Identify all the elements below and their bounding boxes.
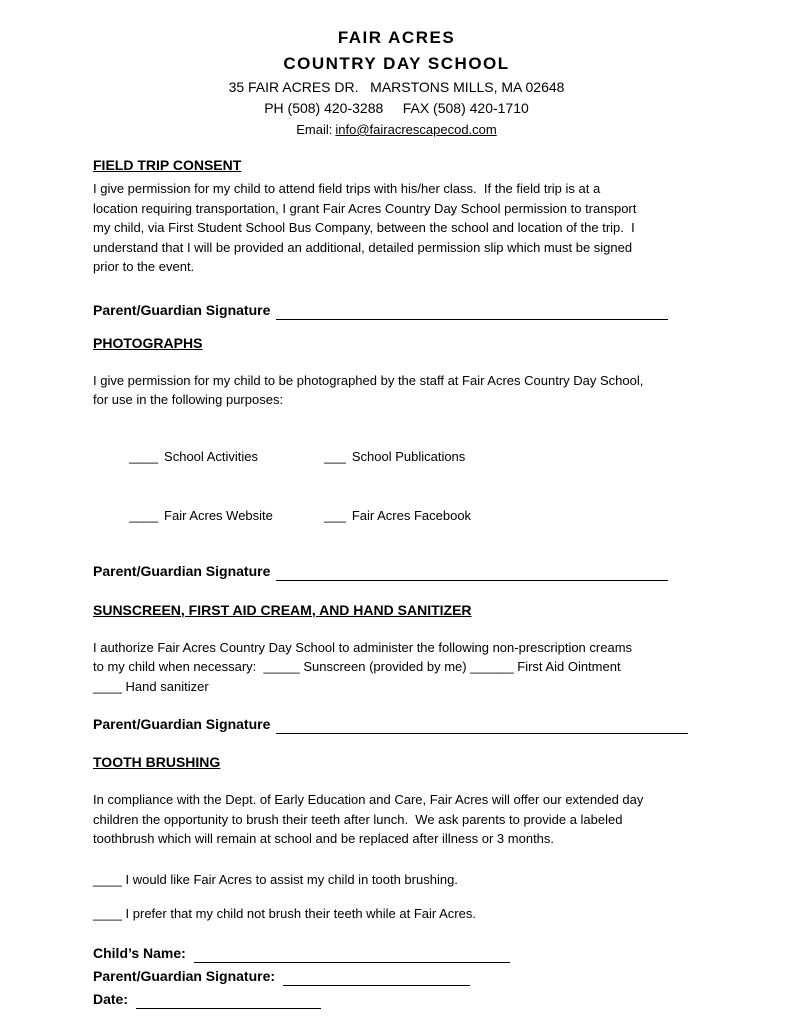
tooth-brushing-paragraph [93, 790, 700, 849]
email-label: Email: [296, 122, 333, 137]
body-line: toothbrush which will remain at school and be replaced after illness or 3 months. [93, 831, 555, 846]
option-school-activities [93, 428, 288, 487]
school-activities-blank[interactable]: ____ [129, 449, 159, 464]
first-aid-option-label: First Aid Ointment [517, 659, 621, 674]
fair-acres-website-label: Fair Acres Website [164, 507, 273, 523]
sunscreen-blank[interactable]: _____ [263, 659, 300, 674]
field-trip-heading: FIELD TRIP CONSENT [93, 157, 242, 173]
tooth-brushing-heading: TOOTH BRUSHING [93, 754, 221, 770]
signature-label: Parent/Guardian Signature [93, 716, 271, 732]
sunscreen-options-line [93, 657, 700, 677]
signature-line[interactable] [276, 566, 668, 581]
childs-name-row [93, 940, 700, 963]
no-brushing-option-row [93, 904, 700, 924]
fair-acres-website-blank[interactable]: ____ [129, 507, 159, 523]
section-field-trip [93, 156, 700, 320]
photographs-signature-row [93, 562, 668, 581]
hand-sanitizer-line [93, 677, 700, 697]
body-line: for use in the following purposes: [93, 392, 284, 407]
section-photographs [93, 334, 700, 581]
body-line: location requiring transportation, I grant Fair Acres Country Day School permission to transport [93, 200, 637, 216]
photo-usage-options [93, 428, 471, 545]
hand-sanitizer-blank[interactable]: ____ [93, 678, 122, 694]
school-phone-fax: PH (508) 420-3288 FAX (508) 420-1710 [264, 100, 529, 116]
school-publications-blank[interactable]: ___ [324, 449, 346, 464]
option-school-publications [288, 428, 471, 487]
line-prefix: to my child when necessary: [93, 659, 260, 674]
first-aid-blank[interactable]: ______ [470, 659, 514, 674]
photographs-paragraph [93, 371, 700, 410]
body-line: understand that I will be provided an additional, detailed permission slip which must be signed [93, 239, 633, 255]
sunscreen-paragraph [93, 638, 700, 697]
hand-sanitizer-option-label: Hand sanitizer [125, 678, 209, 694]
school-name-line1: FAIR ACRES [337, 28, 456, 47]
childs-name-line[interactable] [194, 948, 510, 963]
body-line: children the opportunity to brush their teeth after lunch. We ask parents to provide a labeled [93, 811, 623, 827]
date-row [93, 986, 700, 1009]
school-activities-label: School Activities [164, 449, 258, 464]
section-tooth-brushing [93, 753, 700, 1009]
email-address-link[interactable]: info@fairacrescapecod.com [335, 122, 497, 137]
form-body [93, 156, 700, 1009]
option-fair-acres-facebook [288, 486, 471, 545]
school-email-line [93, 119, 700, 140]
signature-label: Parent/Guardian Signature [93, 301, 271, 318]
date-label: Date: [93, 990, 129, 1007]
fair-acres-facebook-blank[interactable]: ___ [324, 507, 346, 523]
school-name-line2: COUNTRY DAY SCHOOL [283, 54, 510, 73]
date-line[interactable] [136, 994, 321, 1009]
parent-signature-label: Parent/Guardian Signature: [93, 967, 276, 984]
assist-brushing-blank[interactable]: ____ [93, 871, 122, 887]
school-publications-label: School Publications [351, 449, 466, 464]
sunscreen-heading: SUNSCREEN, FIRST AID CREAM, AND HAND SANITIZER [93, 601, 472, 618]
signature-label: Parent/Guardian Signature [93, 562, 271, 579]
childs-name-label: Child’s Name: [93, 944, 186, 961]
sunscreen-signature-row [93, 715, 688, 734]
option-fair-acres-website [93, 486, 288, 545]
school-header [93, 25, 700, 140]
body-line: my child, via First Student School Bus Company, between the school and location of the trip. I [93, 220, 635, 235]
fair-acres-facebook-label: Fair Acres Facebook [351, 507, 472, 523]
field-trip-paragraph [93, 179, 700, 277]
photographs-heading: PHOTOGRAPHS [93, 334, 203, 351]
parent-signature-row [93, 963, 700, 986]
no-brushing-label: I prefer that my child not brush their teeth while at Fair Acres. [125, 906, 476, 921]
no-brushing-blank[interactable]: ____ [93, 906, 122, 921]
final-fields-block [93, 940, 700, 1009]
section-sunscreen [93, 601, 700, 735]
sunscreen-option-label: Sunscreen (provided by me) [303, 659, 467, 674]
body-line: prior to the event. [93, 259, 195, 274]
parent-signature-line[interactable] [283, 971, 470, 986]
assist-brushing-option-row [93, 870, 700, 890]
signature-line[interactable] [276, 305, 668, 320]
body-line: I give permission for my child to attend field trips with his/her class. If the field trip is at a [93, 181, 601, 196]
signature-line[interactable] [276, 719, 688, 734]
body-line: I authorize Fair Acres Country Day School to administer the following non-prescription creams [93, 639, 633, 655]
body-line: I give permission for my child to be photographed by the staff at Fair Acres Country Day School, [93, 372, 644, 388]
field-trip-signature-row [93, 301, 668, 320]
school-address: 35 FAIR ACRES DR. MARSTONS MILLS, MA 02648 [228, 79, 565, 95]
body-line: In compliance with the Dept. of Early Education and Care, Fair Acres will offer our extended day [93, 792, 644, 807]
assist-brushing-label: I would like Fair Acres to assist my child in tooth brushing. [125, 871, 458, 887]
